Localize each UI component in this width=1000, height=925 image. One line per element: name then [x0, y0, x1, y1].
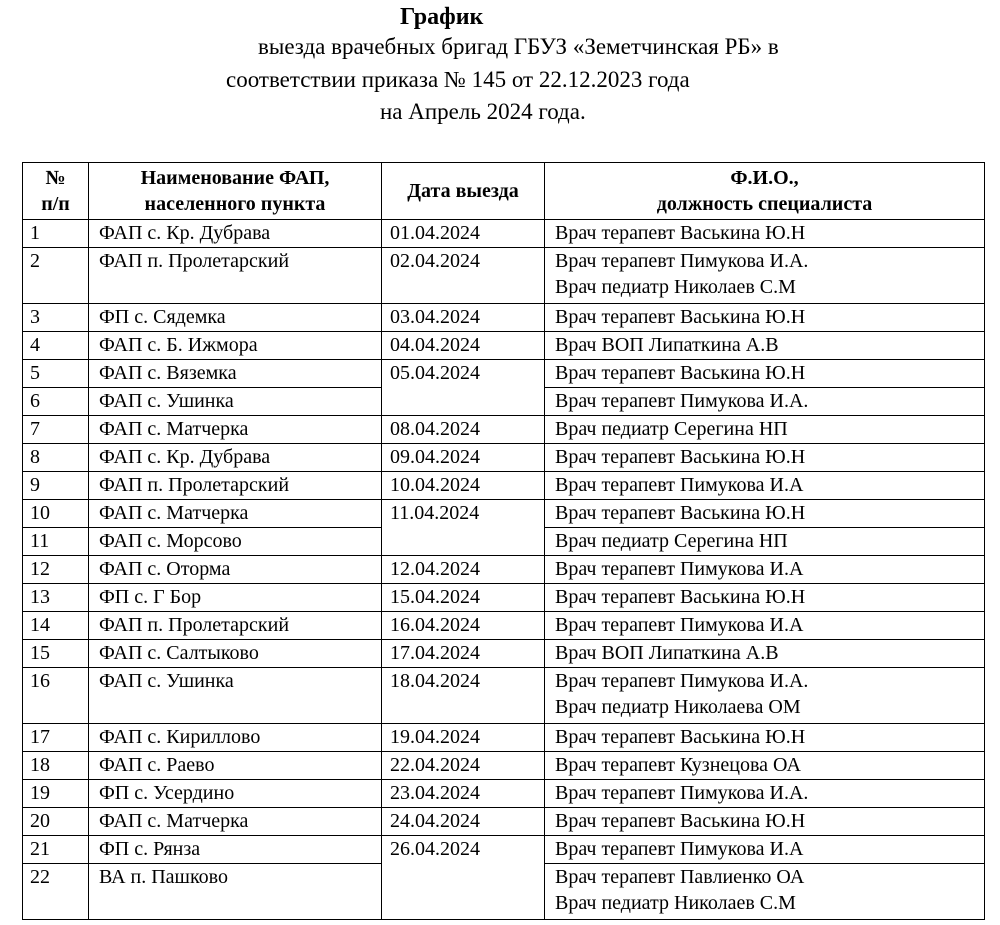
row-number: 14 — [23, 612, 89, 640]
table-row — [23, 304, 985, 332]
schedule-table — [22, 162, 985, 920]
row-specialist — [545, 304, 985, 332]
table-row — [23, 836, 985, 864]
table-row — [23, 808, 985, 836]
row-specialist — [545, 836, 985, 864]
row-specialist — [545, 864, 985, 920]
row-date: 02.04.2024 — [382, 248, 545, 304]
subtitle-line-3: на Апрель 2024 года. — [380, 99, 586, 124]
table-row — [23, 780, 985, 808]
row-specialist — [545, 808, 985, 836]
header-number-line1: № — [45, 167, 66, 189]
row-number: 10 — [23, 500, 89, 528]
row-specialist — [545, 612, 985, 640]
row-number: 9 — [23, 472, 89, 500]
table-row — [23, 668, 985, 724]
specialist-line: Врач терапевт Пимукова И.А. — [555, 390, 809, 412]
specialist-line: Врач терапевт Васькина Ю.Н — [555, 222, 806, 244]
row-specialist — [545, 584, 985, 612]
row-specialist — [545, 248, 985, 304]
row-date: 18.04.2024 — [382, 668, 545, 724]
specialist-line: Врач терапевт Пимукова И.А. — [555, 782, 809, 804]
row-number: 20 — [23, 808, 89, 836]
row-specialist — [545, 416, 985, 444]
row-number: 11 — [23, 528, 89, 556]
subtitle-line-2: соответствии приказа № 145 от 22.12.2023 года — [226, 67, 690, 92]
row-date: 16.04.2024 — [382, 612, 545, 640]
header-date: Дата выезда — [382, 163, 545, 220]
row-date: 26.04.2024 — [382, 836, 545, 920]
table-row — [23, 220, 985, 248]
row-place: ФАП п. Пролетарский — [89, 472, 382, 500]
specialist-line: Врач терапевт Пимукова И.А — [555, 614, 804, 636]
row-date: 08.04.2024 — [382, 416, 545, 444]
row-date: 10.04.2024 — [382, 472, 545, 500]
specialist-line: Врач педиатр Николаев С.М — [555, 892, 796, 914]
specialist-line: Врач педиатр Николаев С.М — [555, 276, 796, 298]
row-specialist — [545, 780, 985, 808]
row-number: 6 — [23, 388, 89, 416]
row-place: ФАП с. Вяземка — [89, 360, 382, 388]
table-row — [23, 416, 985, 444]
row-number: 3 — [23, 304, 89, 332]
row-date: 23.04.2024 — [382, 780, 545, 808]
header-specialist-line1: Ф.И.О., — [730, 167, 799, 189]
row-place: ФАП с. Матчерка — [89, 416, 382, 444]
row-number: 2 — [23, 248, 89, 304]
specialist-line: Врач терапевт Пимукова И.А. — [555, 670, 809, 692]
specialist-line: Врач терапевт Васькина Ю.Н — [555, 586, 806, 608]
row-place: ФП с. Рянза — [89, 836, 382, 864]
row-place: ФАП с. Морсово — [89, 528, 382, 556]
row-place: ФАП с. Кр. Дубрава — [89, 444, 382, 472]
row-number: 17 — [23, 724, 89, 752]
specialist-line: Врач терапевт Васькина Ю.Н — [555, 726, 806, 748]
row-specialist — [545, 640, 985, 668]
table-row — [23, 752, 985, 780]
specialist-line: Врач терапевт Васькина Ю.Н — [555, 446, 806, 468]
row-number: 7 — [23, 416, 89, 444]
specialist-line: Врач педиатр Серегина НП — [555, 418, 788, 440]
row-specialist — [545, 668, 985, 724]
row-place: ФП с. Сядемка — [89, 304, 382, 332]
row-place: ФАП с. Раево — [89, 752, 382, 780]
row-date: 19.04.2024 — [382, 724, 545, 752]
row-date: 11.04.2024 — [382, 500, 545, 556]
row-specialist — [545, 332, 985, 360]
header-number — [23, 163, 89, 220]
row-place: ФАП с. Б. Ижмора — [89, 332, 382, 360]
table-row — [23, 500, 985, 528]
specialist-line: Врач педиатр Николаева ОМ — [555, 696, 801, 718]
row-specialist — [545, 500, 985, 528]
row-date: 15.04.2024 — [382, 584, 545, 612]
row-number: 8 — [23, 444, 89, 472]
table-row — [23, 640, 985, 668]
header-place-line2: населенного пункта — [144, 193, 326, 215]
specialist-line: Врач терапевт Васькина Ю.Н — [555, 306, 806, 328]
row-specialist — [545, 360, 985, 388]
header-number-line2: п/п — [41, 193, 70, 215]
row-specialist — [545, 556, 985, 584]
row-date: 05.04.2024 — [382, 360, 545, 416]
row-date: 09.04.2024 — [382, 444, 545, 472]
specialist-line: Врач терапевт Пимукова И.А. — [555, 250, 809, 272]
row-specialist — [545, 724, 985, 752]
header-specialist — [545, 163, 985, 220]
row-place: ФАП с. Ушинка — [89, 388, 382, 416]
row-place: ФП с. Усердино — [89, 780, 382, 808]
header-place-line1: Наименование ФАП, — [140, 167, 330, 189]
row-place: ФАП с. Оторма — [89, 556, 382, 584]
specialist-line: Врач терапевт Пимукова И.А — [555, 474, 804, 496]
specialist-line: Врач терапевт Васькина Ю.Н — [555, 810, 806, 832]
row-date: 01.04.2024 — [382, 220, 545, 248]
row-specialist — [545, 220, 985, 248]
row-place: ФАП с. Матчерка — [89, 808, 382, 836]
row-date: 22.04.2024 — [382, 752, 545, 780]
row-number: 4 — [23, 332, 89, 360]
document-title: График — [400, 4, 484, 30]
row-specialist — [545, 528, 985, 556]
row-place: ФАП с. Кр. Дубрава — [89, 220, 382, 248]
row-number: 21 — [23, 836, 89, 864]
row-number: 1 — [23, 220, 89, 248]
row-number: 22 — [23, 864, 89, 920]
table-row — [23, 248, 985, 304]
table-row — [23, 556, 985, 584]
row-place: ФАП п. Пролетарский — [89, 248, 382, 304]
row-place: ВА п. Пашково — [89, 864, 382, 920]
table-row — [23, 584, 985, 612]
specialist-line: Врач терапевт Пимукова И.А — [555, 838, 804, 860]
row-place: ФАП п. Пролетарский — [89, 612, 382, 640]
header-specialist-line2: должность специалиста — [656, 193, 873, 215]
schedule-body — [23, 220, 985, 920]
header-place — [89, 163, 382, 220]
specialist-line: Врач терапевт Васькина Ю.Н — [555, 362, 806, 384]
row-number: 19 — [23, 780, 89, 808]
row-specialist — [545, 444, 985, 472]
row-number: 18 — [23, 752, 89, 780]
specialist-line: Врач педиатр Серегина НП — [555, 530, 788, 552]
row-place: ФАП с. Матчерка — [89, 500, 382, 528]
table-row — [23, 472, 985, 500]
specialist-line: Врач ВОП Липаткина А.В — [555, 642, 779, 664]
row-specialist — [545, 752, 985, 780]
row-number: 5 — [23, 360, 89, 388]
row-date: 24.04.2024 — [382, 808, 545, 836]
row-number: 12 — [23, 556, 89, 584]
row-date: 17.04.2024 — [382, 640, 545, 668]
table-row — [23, 444, 985, 472]
table-row — [23, 724, 985, 752]
specialist-line: Врач терапевт Павлиенко ОА — [555, 866, 805, 888]
row-specialist — [545, 388, 985, 416]
row-place: ФП с. Г Бор — [89, 584, 382, 612]
table-row — [23, 332, 985, 360]
row-number: 13 — [23, 584, 89, 612]
row-place: ФАП с. Кириллово — [89, 724, 382, 752]
row-specialist — [545, 472, 985, 500]
row-date: 03.04.2024 — [382, 304, 545, 332]
subtitle-line-1: выезда врачебных бригад ГБУЗ «Земетчинская РБ» в — [258, 34, 779, 59]
table-row — [23, 360, 985, 388]
specialist-line: Врач ВОП Липаткина А.В — [555, 334, 779, 356]
row-place: ФАП с. Салтыково — [89, 640, 382, 668]
table-row — [23, 612, 985, 640]
specialist-line: Врач терапевт Васькина Ю.Н — [555, 502, 806, 524]
row-date: 04.04.2024 — [382, 332, 545, 360]
row-number: 15 — [23, 640, 89, 668]
row-number: 16 — [23, 668, 89, 724]
specialist-line: Врач терапевт Кузнецова ОА — [555, 754, 801, 776]
row-date: 12.04.2024 — [382, 556, 545, 584]
row-place: ФАП с. Ушинка — [89, 668, 382, 724]
specialist-line: Врач терапевт Пимукова И.А — [555, 558, 804, 580]
